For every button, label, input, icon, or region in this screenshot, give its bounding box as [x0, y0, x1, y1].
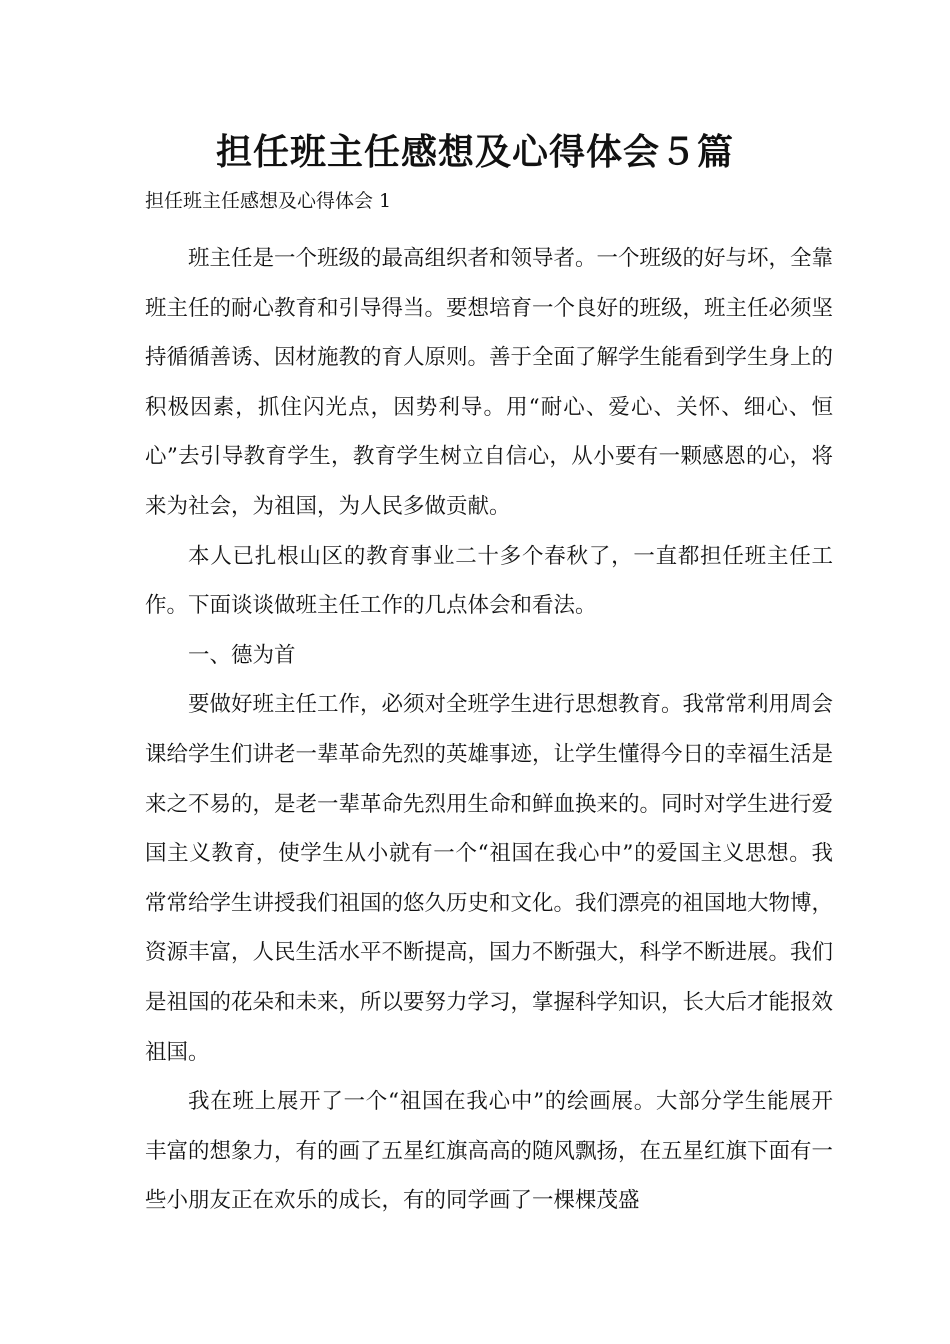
paragraph: 要做好班主任工作，必须对全班学生进行思想教育。我常常利用周会课给学生们讲老一辈革命先烈的英雄事迹，让学生懂得今日的幸福生活是来之不易的，是老一辈革命先烈用生命和鲜血换来的。同时对学生进行爱国主义教育，使学生从小就有一个“祖国在我心中”的爱国主义思想。我常常给学生讲授我们祖国的悠久历史和文化。我们漂亮的祖国地大物博，资源丰富，人民生活水平不断提高，国力不断强大，科学不断进展。我们是祖国的花朵和未来，所以要努力学习，掌握科学知识，长大后才能报效祖国。	[145, 692, 834, 1065]
section-heading: 担任班主任感想及心得体会 1	[145, 190, 392, 212]
document-body	[145, 234, 833, 1226]
paragraph: 一、德为首	[188, 642, 296, 668]
document-title: 担任班主任感想及心得体会５篇	[215, 132, 734, 173]
paragraph: 班主任是一个班级的最高组织者和领导者。一个班级的好与坏，全靠班主任的耐心教育和引导得当。要想培育一个良好的班级，班主任必须坚持循循善诱、因材施教的育人原则。善于全面了解学生能看到学生身上的积极因素，抓住闪光点，因势利导。用“耐心、爱心、关怀、细心、恒心”去引导教育学生，教育学生树立自信心，从小要有一颗感恩的心，将来为社会，为祖国，为人民多做贡献。	[145, 246, 834, 519]
paragraph: 我在班上展开了一个“祖国在我心中”的绘画展。大部分学生能展开丰富的想象力，有的画了五星红旗高高的随风飘扬，在五星红旗下面有一些小朋友正在欢乐的成长，有的同学画了一棵棵茂盛	[145, 1089, 834, 1214]
paragraph: 本人已扎根山区的教育事业二十多个春秋了，一直都担任班主任工作。下面谈谈做班主任工作的几点体会和看法。	[145, 543, 833, 619]
